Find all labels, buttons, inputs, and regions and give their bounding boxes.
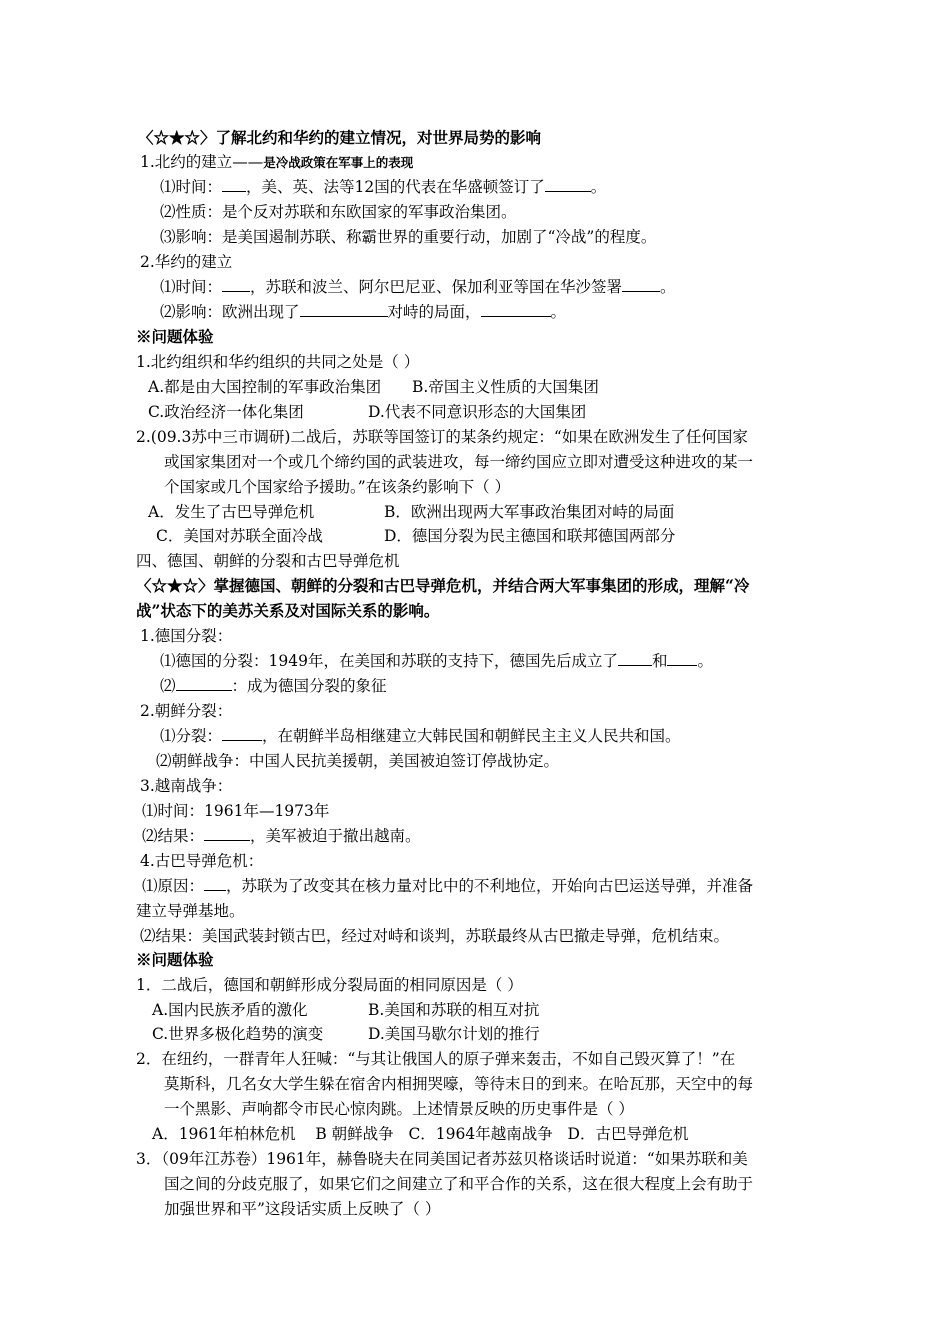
nato-title-text: 1.北约的建立—— [140,153,264,171]
practice1-question-2-line-2: 或国家集团对一个或几个缔约国的武装进攻，每一缔约国应立即对遭受这种进攻的某一 [164,453,754,471]
germany-title: 1.德国分裂： [140,627,233,645]
vietnam-result-line [142,824,421,848]
section-four-title: 四、德国、朝鲜的分裂和古巴导弹危机 [136,552,400,570]
warsaw-confrontation-blank[interactable] [300,301,388,317]
warsaw-result-blank[interactable] [481,301,551,317]
nato-time-text: ，美、英、法等12国的代表在华盛顿签订了 [246,178,545,196]
cuba-year-blank[interactable] [204,875,226,891]
practice2-question-2-line-3: 一个黑影、声响都令市民心惊肉跳。上述情景反映的历史事件是（ ） [164,1100,634,1118]
cuba-cause-continued: 建立导弹基地。 [136,902,245,920]
vietnam-result-label: ⑵结果： [142,827,205,845]
nato-title-emphasis: 是冷战政策在军事上的表现 [263,155,414,170]
germany-and: 和 [651,652,668,670]
vietnam-result-text: ，美军被迫于撤出越南。 [250,827,421,845]
warsaw-year-blank[interactable] [222,276,250,292]
nato-time-end: 。 [590,178,607,196]
practice2-q1-option-c[interactable]: C.世界多极化趋势的演变 [152,1025,324,1043]
practice2-q1-option-b[interactable]: B.美国和苏联的相互对抗 [368,1001,540,1019]
practice2-q1-option-a[interactable]: A.国内民族矛盾的激化 [152,1001,308,1019]
practice2-question-1: 1．二战后，德国和朝鲜形成分裂局面的相同原因是（ ） [136,976,523,994]
warsaw-impact-label: ⑵影响：欧洲出现了 [160,303,300,321]
nato-time-label: ⑴时间： [160,178,223,196]
practice1-q1-option-c[interactable]: C.政治经济一体化集团 [148,403,304,421]
practice1-question-1: 1.北约组织和华约组织的共同之处是（ ） [136,353,420,371]
practice2-question-3-line-3: 加强世界和平”这段话实质上反映了（ ） [164,1200,441,1218]
germany-symbol-text: ：成为德国分裂的象征 [231,677,387,695]
germany-symbol-label: ⑵ [160,677,176,695]
korea-title: 2.朝鲜分裂： [140,702,233,720]
practice1-question-2-line-3: 个国家或几个国家给予援助。”在该条约影响下（ ） [164,478,511,496]
objective-heading-division-line-2: 战”状态下的美苏关系及对国际关系的影响。 [136,601,440,620]
germany-state-1-blank[interactable] [618,650,652,666]
cuba-cause-text: ，苏联为了改变其在核力量对比中的不利地位，开始向古巴运送导弹，并准备 [226,877,754,895]
practice1-q2-option-c[interactable]: C．美国对苏联全面冷战 [156,527,323,545]
practice1-q2-option-d[interactable]: D．德国分裂为民主德国和联邦德国两部分 [384,527,676,545]
practice2-question-3-line-2: 国之间的分歧克服了，如果它们之间建立了和平合作的关系，这在很大程度上会有助于 [164,1175,754,1193]
germany-division-text: ⑴德国的分裂：1949年，在美国和苏联的支持下，德国先后成立了 [160,652,618,670]
practice2-q1-option-d[interactable]: D.美国马歇尔计划的推行 [368,1025,540,1043]
korea-year-blank[interactable] [222,725,262,741]
vietnam-title: 3.越南战争： [140,777,233,795]
nato-title [140,150,413,175]
germany-division-end: 。 [697,652,713,670]
objective-heading-nato-warsaw: 〈☆★☆〉了解北约和华约的建立情况，对世界局势的影响 [138,128,542,147]
practice-heading-1: ※问题体验 [136,327,214,346]
practice-heading-2: ※问题体验 [136,950,214,969]
warsaw-time-line [160,275,676,299]
warsaw-time-label: ⑴时间： [160,278,223,296]
korea-war: ⑵朝鲜战争：中国人民抗美援朝，美国被迫签订停战协定。 [156,752,560,770]
korea-division-label: ⑴分裂： [160,727,223,745]
practice1-q1-option-b[interactable]: B.帝国主义性质的大国集团 [412,378,599,396]
warsaw-impact-text: 对峙的局面， [387,303,481,321]
germany-division-line [160,649,713,673]
practice1-q1-option-d[interactable]: D.代表不同意识形态的大国集团 [368,403,587,421]
practice1-q2-option-b[interactable]: B．欧洲出现两大军事政治集团对峙的局面 [384,503,675,521]
germany-symbol-blank[interactable] [176,675,232,691]
warsaw-time-end: 。 [660,278,676,296]
objective-heading-division-line-1: 〈☆★☆〉掌握德国、朝鲜的分裂和古巴导弹危机，并结合两大军事集团的形成，理解“冷 [136,576,750,595]
practice2-question-2-line-2: 莫斯科，几名女大学生躲在宿舍内相拥哭嚎，等待末日的到来。在哈瓦那，天空中的每 [164,1075,754,1093]
nato-treaty-blank[interactable] [545,176,591,192]
cuba-result: ⑵结果：美国武装封锁古巴，经过对峙和谈判，苏联最终从古巴撤走导弹，危机结束。 [140,927,730,945]
nato-nature: ⑵性质：是个反对苏联和东欧国家的军事政治集团。 [160,203,517,221]
warsaw-time-text: ，苏联和波兰、阿尔巴尼亚、保加利亚等国在华沙签署 [250,278,623,296]
practice1-q1-option-a[interactable]: A.都是由大国控制的军事政治集团 [148,378,382,396]
nato-year-blank[interactable] [222,176,246,192]
practice2-question-2-line-1: 2．在纽约，一群青年人狂喊：“与其让俄国人的原子弹来轰击，不如自己毁灭算了！”在 [136,1050,736,1068]
cuba-cause-label: ⑴原因： [142,877,205,895]
nato-impact: ⑶影响：是美国遏制苏联、称霸世界的重要行动，加剧了“冷战”的程度。 [160,228,657,246]
germany-symbol-line [160,674,387,698]
warsaw-treaty-blank[interactable] [622,276,660,292]
warsaw-title: 2.华约的建立 [140,253,233,271]
korea-division-line [160,724,681,748]
nato-time-line [160,175,606,199]
korea-division-text: ，在朝鲜半岛相继建立大韩民国和朝鲜民主主义人民共和国。 [262,727,681,745]
warsaw-impact-end: 。 [550,303,567,321]
vietnam-year-blank[interactable] [204,825,250,841]
practice2-q2-options[interactable]: A．1961年柏林危机 B 朝鲜战争 C．1964年越南战争 D．古巴导弹危机 [152,1125,689,1143]
practice2-question-3-line-1: 3．（09年江苏卷）1961年，赫鲁晓夫在同美国记者苏兹贝格谈话时说道：“如果苏联和美 [136,1150,748,1168]
cuba-cause-line [142,874,753,898]
warsaw-impact-line [160,300,566,324]
practice1-q2-option-a[interactable]: A．发生了古巴导弹危机 [148,503,315,521]
cuba-title: 4.古巴导弹危机： [140,852,264,870]
germany-state-2-blank[interactable] [667,650,697,666]
vietnam-time: ⑴时间：1961年—1973年 [142,802,330,820]
practice1-question-2-line-1: 2.(09.3苏中三市调研)二战后，苏联等国签订的某条约规定：“如果在欧洲发生了任何国家 [136,428,748,446]
